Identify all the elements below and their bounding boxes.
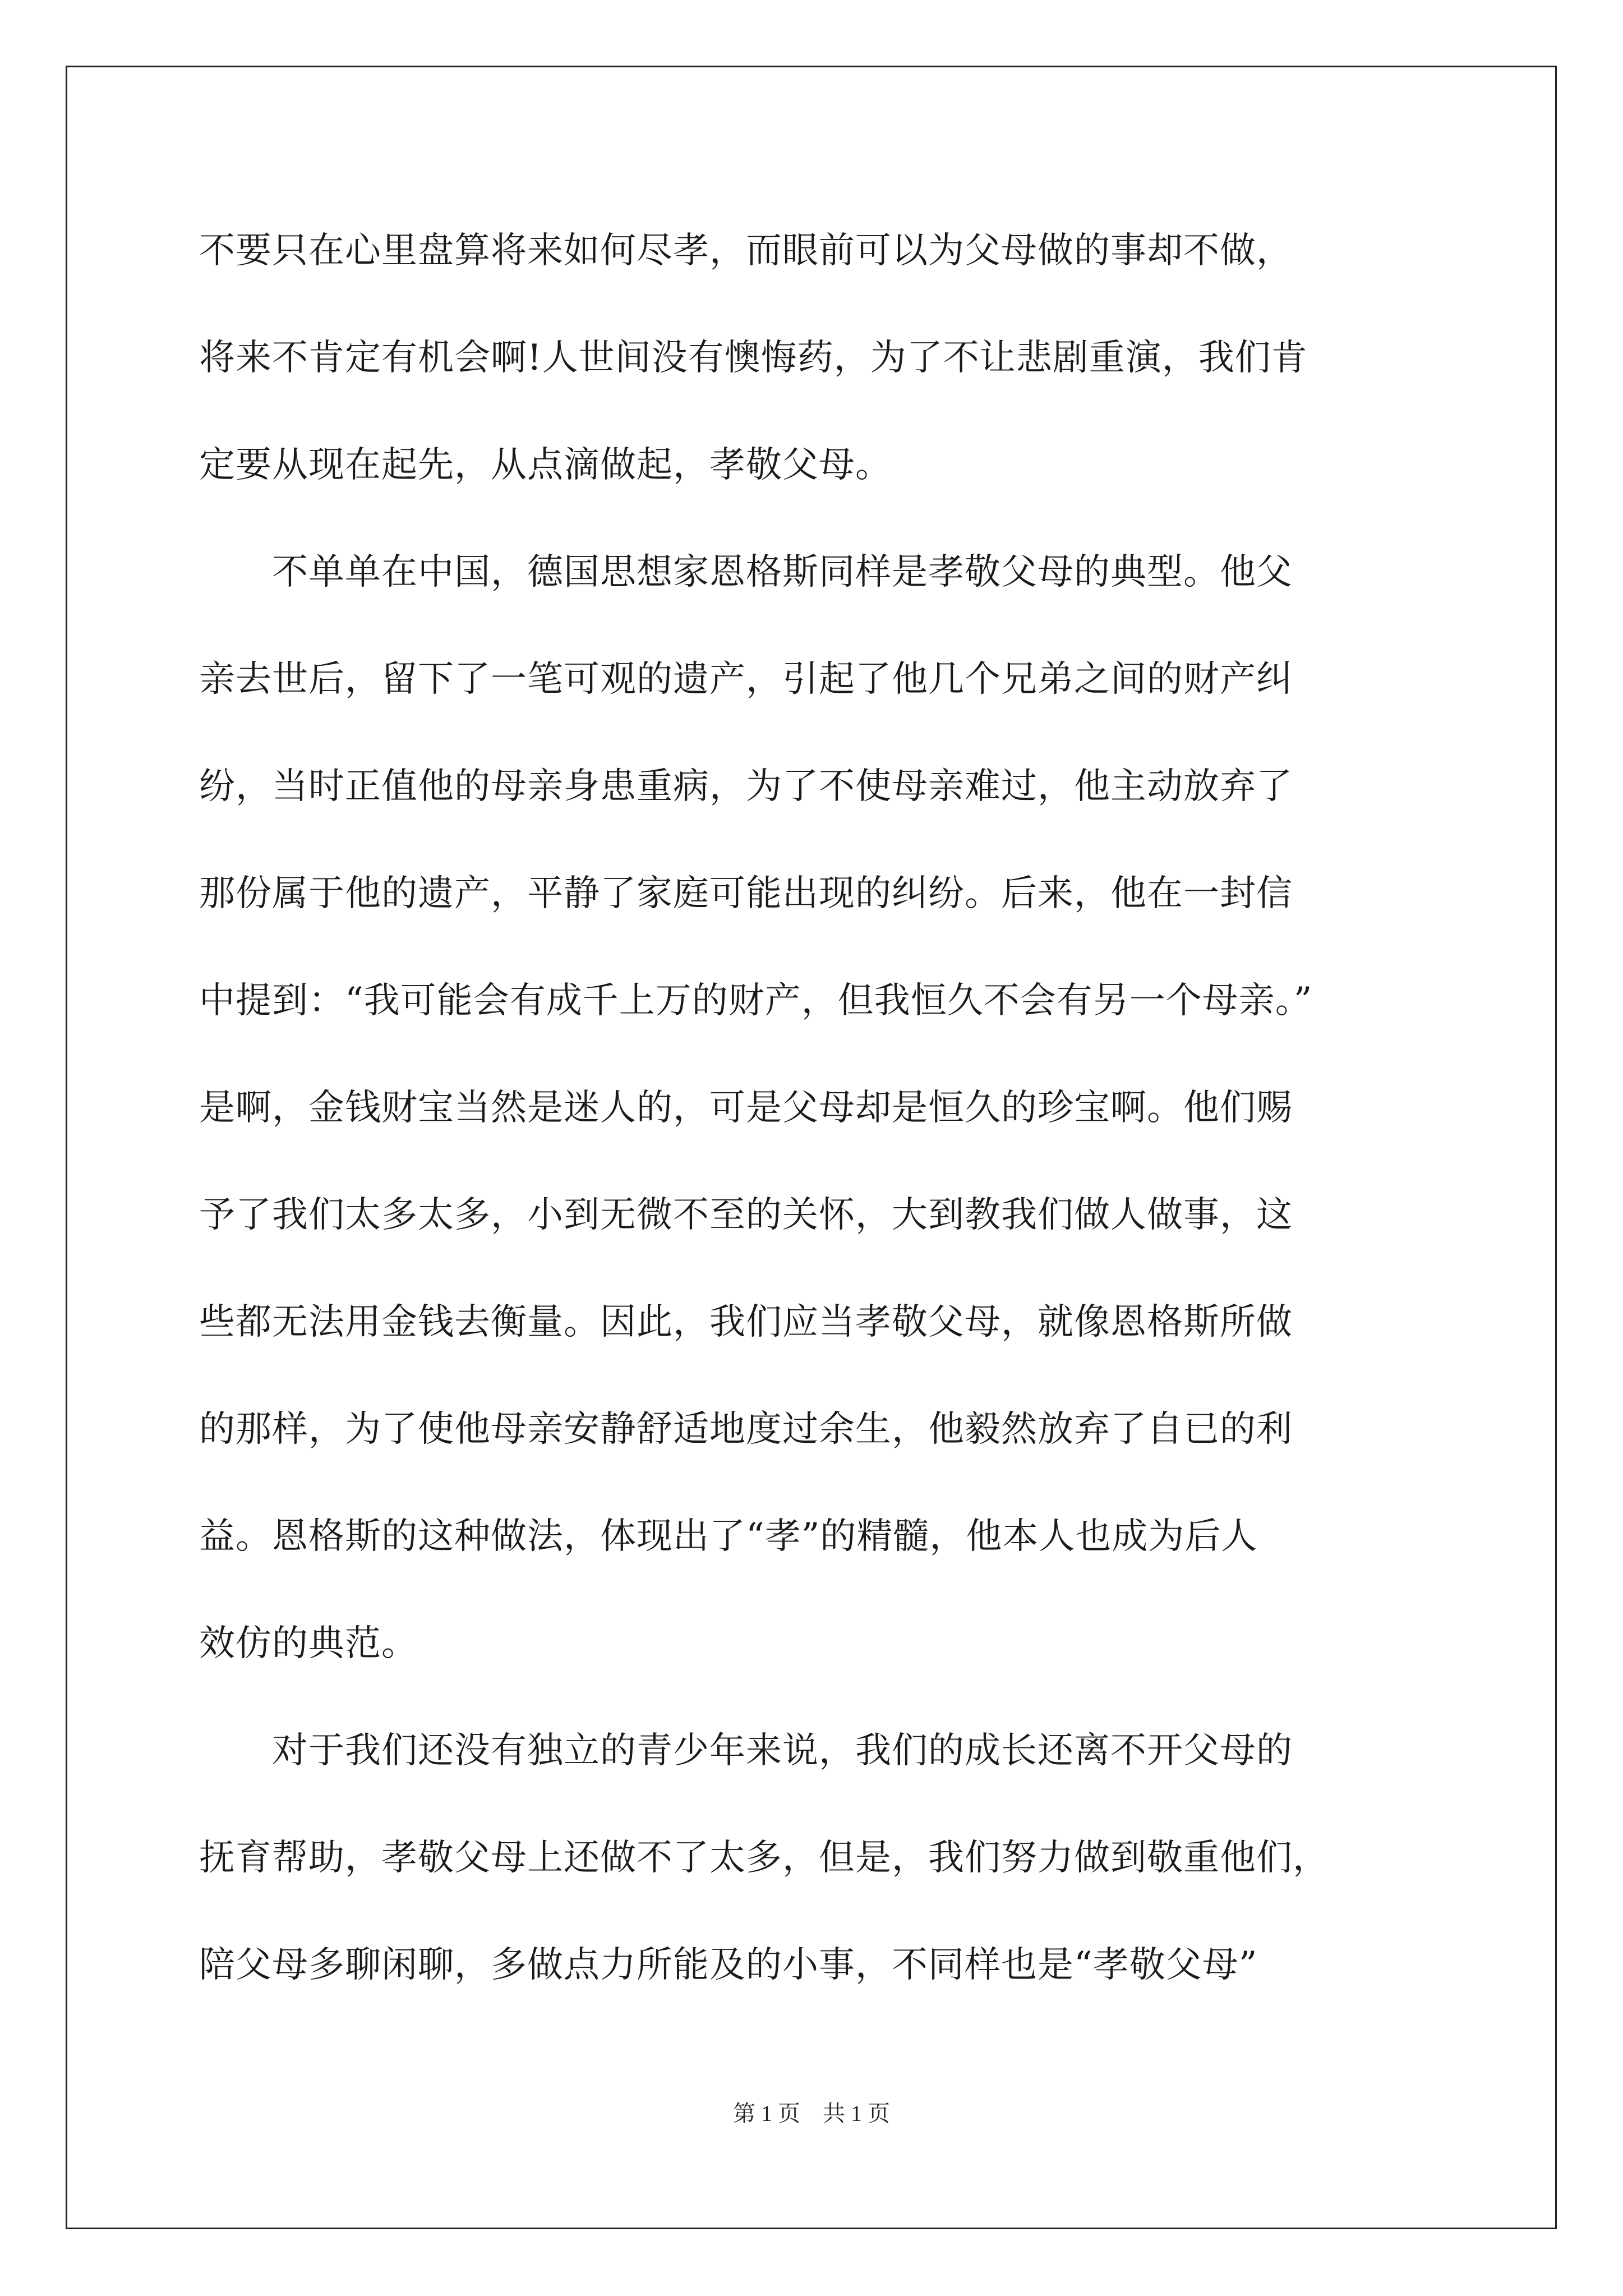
text-line: 效仿的典范。	[199, 1623, 418, 1664]
document-body	[199, 197, 1424, 2019]
text-line: 纷，当时正值他的母亲身患重病，为了不使母亲难过，他主动放弃了	[199, 766, 1293, 807]
text-line: 抚育帮助，孝敬父母上还做不了太多，但是，我们努力做到敬重他们，	[199, 1837, 1329, 1879]
text-line: 不要只在心里盘算将来如何尽孝，而眼前可以为父母做的事却不做，	[199, 230, 1293, 272]
text-line: 陪父母多聊闲聊，多做点力所能及的小事，不同样也是“孝敬父母”	[199, 1944, 1258, 1986]
text-line: 中提到：“我可能会有成千上万的财产，但我恒久不会有另一个母亲。”	[199, 980, 1313, 1022]
text-line: 是啊，金钱财宝当然是迷人的，可是父母却是恒久的珍宝啊。他们赐	[199, 1087, 1293, 1129]
page-number: 第 1 页 共 1 页	[733, 2101, 890, 2126]
paragraph-start-line: 不单单在中国，德国思想家恩格斯同样是孝敬父母的典型。他父	[199, 551, 1293, 593]
text-line: 予了我们太多太多，小到无微不至的关怀，大到教我们做人做事，这	[199, 1194, 1293, 1236]
text-line: 的那样，为了使他母亲安静舒适地度过余生，他毅然放弃了自已的利	[199, 1409, 1293, 1450]
text-line: 那份属于他的遗产，平静了家庭可能出现的纠纷。后来，他在一封信	[199, 873, 1293, 914]
paragraph-start-line: 对于我们还没有独立的青少年来说，我们的成长还离不开父母的	[199, 1730, 1293, 1772]
text-line: 益。恩格斯的这种做法，体现出了“孝”的精髓，他本人也成为后人	[199, 1516, 1258, 1557]
text-line: 些都无法用金钱去衡量。因此，我们应当孝敬父母，就像恩格斯所做	[199, 1301, 1293, 1343]
text-line: 将来不肯定有机会啊!人世间没有懊悔药，为了不让悲剧重演，我们肯	[199, 337, 1308, 379]
text-line: 定要从现在起先，从点滴做起，孝敬父母。	[199, 444, 892, 486]
text-line: 亲去世后，留下了一笔可观的遗产，引起了他几个兄弟之间的财产纠	[199, 659, 1293, 700]
